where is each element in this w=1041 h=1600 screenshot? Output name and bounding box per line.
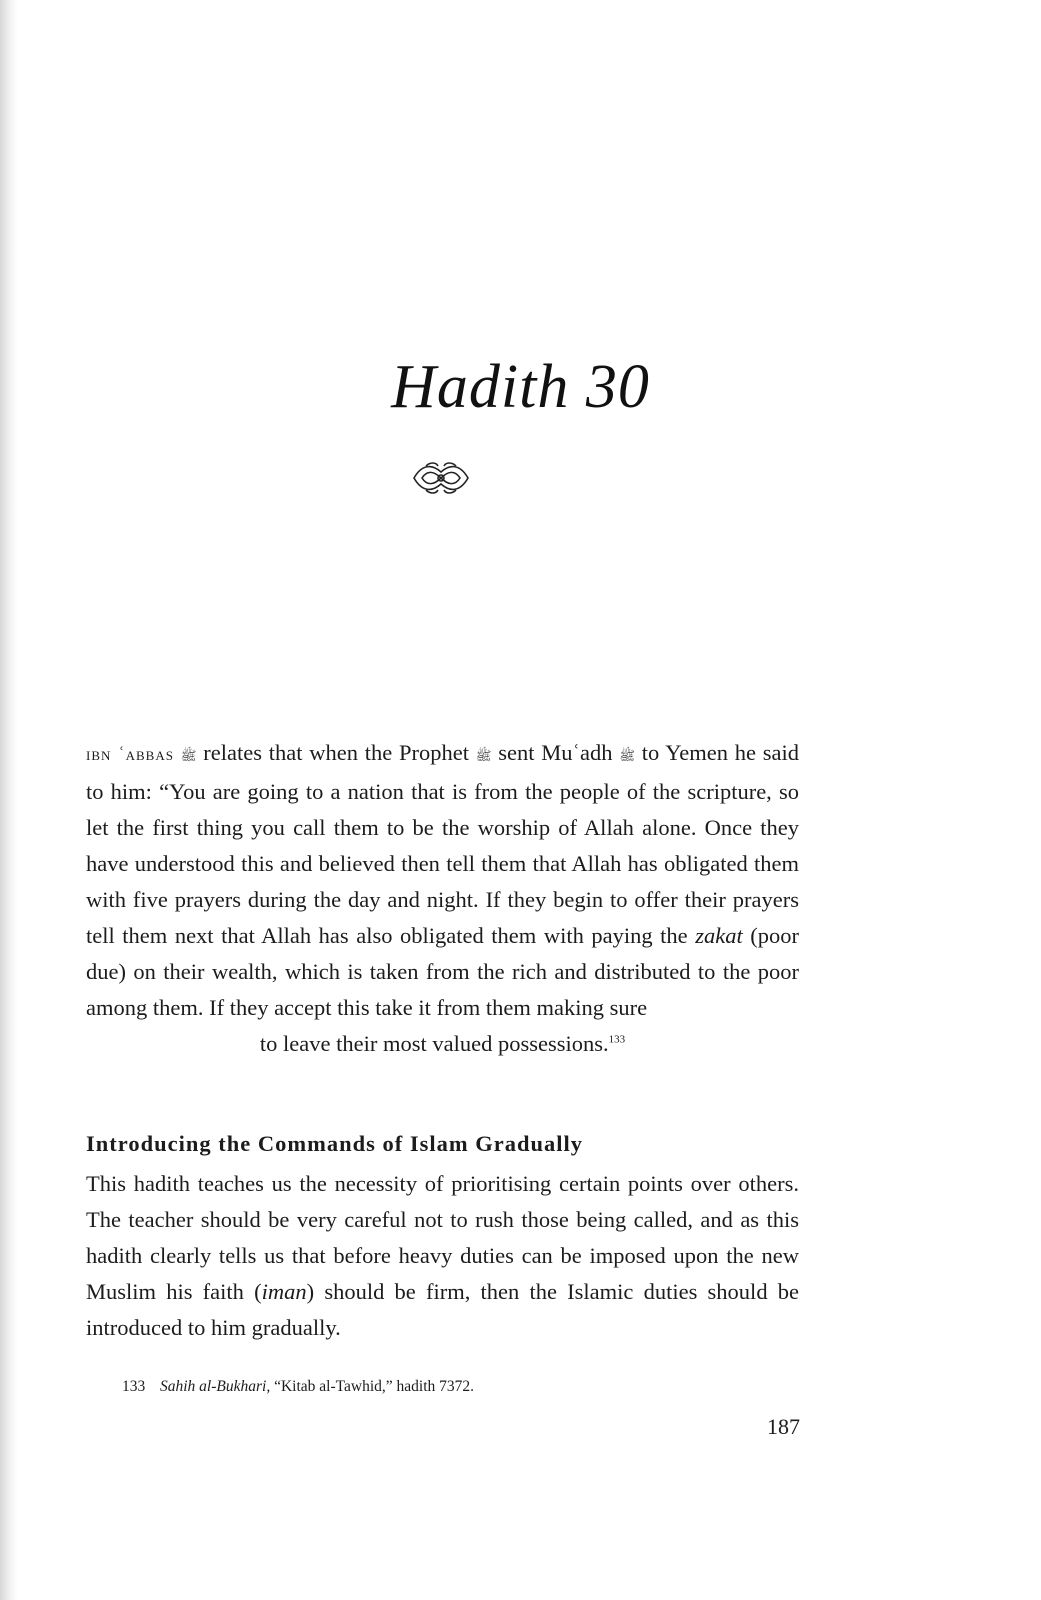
footnote-reference: 133 bbox=[608, 1033, 626, 1046]
hadith-text bbox=[86, 735, 799, 1062]
narrator-name: ibn ʿabbas bbox=[86, 744, 174, 765]
commentary-part-1: This hadith teaches us the necessity of prioritising certain points over others. The teacher should be very careful not to rush those being called, and as this hadith clearly tells us that before heavy duties can be imposed upon the new Muslim his faith ( bbox=[86, 1171, 799, 1304]
term-zakat: zakat bbox=[695, 923, 743, 948]
commentary-paragraph bbox=[86, 1166, 799, 1346]
footnote bbox=[122, 1376, 802, 1398]
section-heading: Introducing the Commands of Islam Gradually bbox=[86, 1131, 584, 1156]
hadith-text-part-4: (poor due) on their wealth, which is taken from the rich and distributed to the poor among them. If they accept this take it from them making sure bbox=[86, 923, 799, 1020]
hadith-last-line-text: to leave their most valued possessions. bbox=[259, 1031, 609, 1056]
honorific-glyph: ﷺ bbox=[619, 748, 636, 763]
honorific-glyph: ﷺ bbox=[475, 748, 492, 763]
hadith-text-part-3: to Yemen he said to him: “You are going to a nation that is from the people of the scripture, so let the first thing you call them to be the worship of Allah alone. Once they have understood this and believed then tell them that Allah has obligated them with five prayers during the day and night. If they begin to offer their prayers tell them next that Allah has also obligated them with paying the bbox=[86, 740, 799, 948]
footnote-number: 133 bbox=[122, 1378, 146, 1395]
footnote-source: Sahih al-Bukhari, bbox=[160, 1378, 271, 1395]
page-gutter-shadow bbox=[0, 0, 18, 1600]
footnote-citation: “Kitab al-Tawhid,” hadith 7372. bbox=[270, 1378, 475, 1395]
page-number: 187 bbox=[767, 1414, 800, 1439]
hadith-text-part-2: sent Muʿadh bbox=[491, 740, 620, 765]
hadith-text-part-1: relates that when the Prophet bbox=[196, 740, 476, 765]
hadith-last-line bbox=[86, 1026, 799, 1062]
commentary-part-2: ) should be firm, then the Islamic duties should be introduced to him gradually. bbox=[86, 1279, 800, 1340]
ornament-icon bbox=[410, 458, 472, 498]
chapter-title: Hadith 30 bbox=[391, 353, 650, 421]
term-iman: iman bbox=[261, 1279, 307, 1304]
honorific-glyph: ﷺ bbox=[180, 748, 197, 763]
